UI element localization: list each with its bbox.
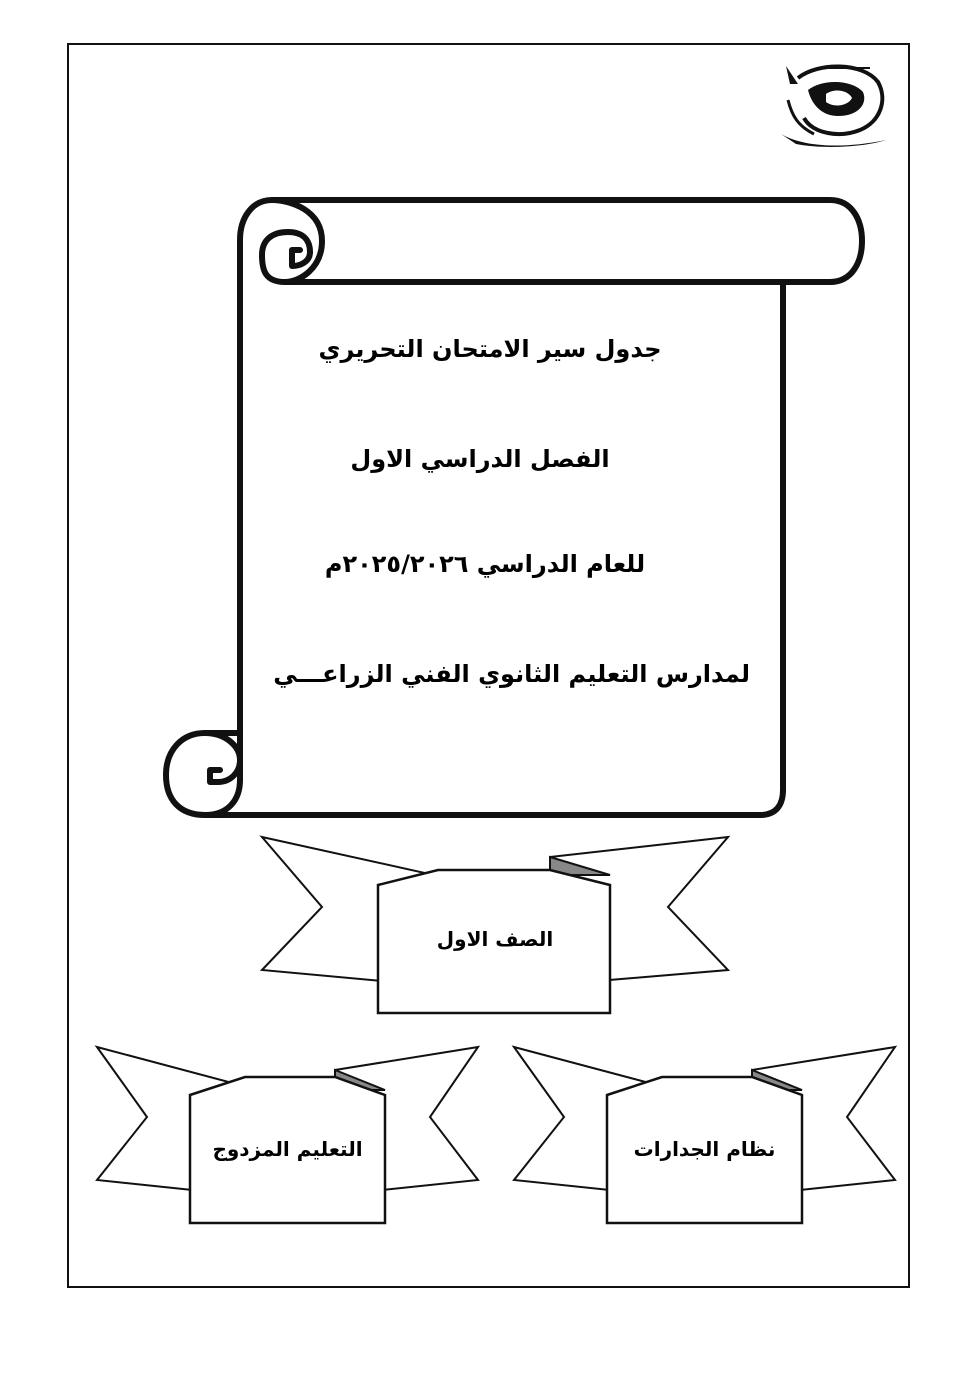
academic-year-label: للعام الدراسي ٢٠٢٥/٢٠٢٦م (324, 550, 646, 578)
dual-education-banner (95, 1045, 480, 1230)
credits-system-banner (512, 1045, 897, 1230)
dual-education-label: التعليم المزدوج (212, 1137, 363, 1161)
grade-banner (260, 835, 730, 1015)
exam-schedule-title: جدول سير الامتحان التحريري (318, 335, 662, 363)
credits-system-label: نظام الجدارات (633, 1137, 776, 1161)
schools-label: لمدارس التعليم الثانوي الفني الزراعـــي (273, 660, 750, 688)
grade-banner-label: الصف الاول (436, 927, 554, 951)
term-label: الفصل الدراسي الاول (350, 445, 610, 473)
